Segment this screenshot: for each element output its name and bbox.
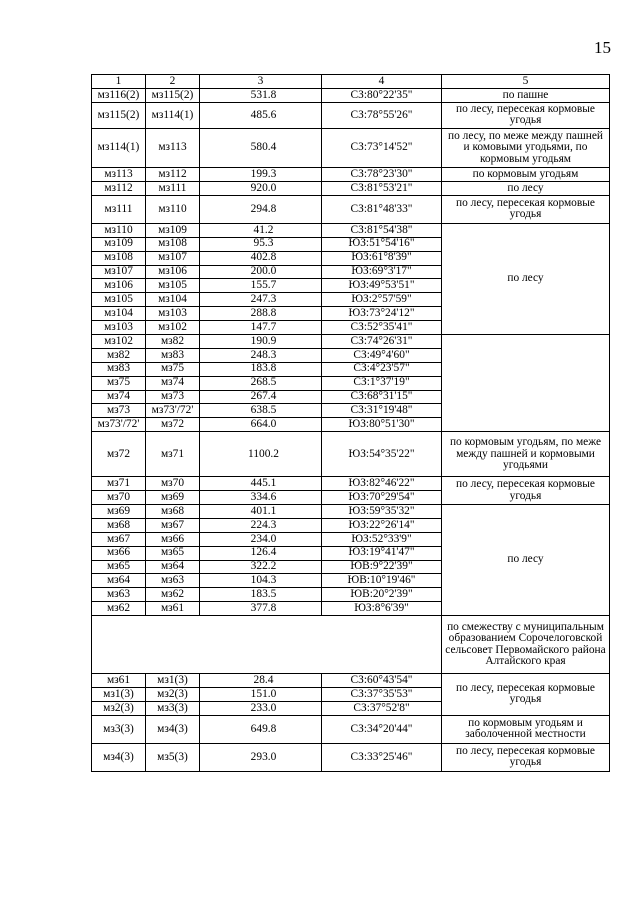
bearing-cell: ЮЗ:70°29'54" <box>322 491 442 505</box>
to-point-cell: мз106 <box>146 265 200 279</box>
bearing-cell: ЮВ:9°22'39" <box>322 560 442 574</box>
from-point-cell: мз116(2) <box>92 88 146 102</box>
bearing-cell: СЗ:68°31'15" <box>322 390 442 404</box>
to-point-cell: мз114(1) <box>146 102 200 128</box>
description-cell: по лесу, пересекая кормовые угодья <box>442 102 610 128</box>
to-point-cell: мз104 <box>146 293 200 307</box>
table-row <box>92 390 610 404</box>
length-cell: 126.4 <box>200 546 322 560</box>
length-cell: 334.6 <box>200 491 322 505</box>
length-cell: 401.1 <box>200 505 322 519</box>
from-point-cell: мз115(2) <box>92 102 146 128</box>
from-point-cell: мз82 <box>92 348 146 362</box>
description-cell: по смежеству с муниципальным образованием Сорочелоговской сельсовет Первомайского района Алтайского края <box>442 616 610 674</box>
header-row <box>92 75 610 89</box>
from-point-cell: мз68 <box>92 518 146 532</box>
boundary-table <box>91 74 610 772</box>
bearing-cell: СЗ:37°52'8" <box>322 701 442 715</box>
to-point-cell: мз71 <box>146 432 200 477</box>
empty-merged-cell <box>92 616 442 674</box>
length-cell: 664.0 <box>200 418 322 432</box>
bearing-cell: СЗ:33°25'46" <box>322 743 442 771</box>
to-point-cell: мз103 <box>146 307 200 321</box>
from-point-cell: мз104 <box>92 307 146 321</box>
from-point-cell: мз107 <box>92 265 146 279</box>
length-cell: 200.0 <box>200 265 322 279</box>
bearing-cell: ЮВ:10°19'46" <box>322 574 442 588</box>
description-cell: по лесу, пересекая кормовые угодья <box>442 674 610 716</box>
to-point-cell: мз4(3) <box>146 715 200 743</box>
description-cell: по лесу, пересекая кормовые угодья <box>442 477 610 505</box>
length-cell: 531.8 <box>200 88 322 102</box>
table-row <box>92 195 610 223</box>
bearing-cell: ЮЗ:8°6'39" <box>322 602 442 616</box>
to-point-cell: мз66 <box>146 532 200 546</box>
table-row <box>92 432 610 477</box>
table-row <box>92 88 610 102</box>
table-row <box>92 128 610 167</box>
bearing-cell: ЮЗ:69°3'17" <box>322 265 442 279</box>
length-cell: 28.4 <box>200 674 322 688</box>
table-row <box>92 715 610 743</box>
to-point-cell: мз61 <box>146 602 200 616</box>
to-point-cell: мз109 <box>146 223 200 237</box>
from-point-cell: мз106 <box>92 279 146 293</box>
from-point-cell: мз103 <box>92 321 146 335</box>
length-cell: 268.5 <box>200 376 322 390</box>
from-point-cell: мз111 <box>92 195 146 223</box>
length-cell: 95.3 <box>200 237 322 251</box>
table-row <box>92 743 610 771</box>
table-row <box>92 167 610 181</box>
from-point-cell: мз73 <box>92 404 146 418</box>
to-point-cell: мз63 <box>146 574 200 588</box>
table-row <box>92 348 610 362</box>
from-point-cell: мз65 <box>92 560 146 574</box>
length-cell: 155.7 <box>200 279 322 293</box>
description-cell: по лесу <box>442 505 610 616</box>
bearing-cell: СЗ:49°4'60" <box>322 348 442 362</box>
bearing-cell: ЮЗ:73°24'12" <box>322 307 442 321</box>
from-point-cell: мз63 <box>92 588 146 602</box>
bearing-cell: СЗ:60°43'54" <box>322 674 442 688</box>
bearing-cell: СЗ:80°22'35" <box>322 88 442 102</box>
bearing-cell: ЮЗ:54°35'22" <box>322 432 442 477</box>
from-point-cell: мз110 <box>92 223 146 237</box>
length-cell: 234.0 <box>200 532 322 546</box>
bearing-cell: ЮЗ:61°8'39" <box>322 251 442 265</box>
header-cell: 3 <box>200 75 322 89</box>
length-cell: 638.5 <box>200 404 322 418</box>
header-cell: 4 <box>322 75 442 89</box>
bearing-cell: СЗ:73°14'52" <box>322 128 442 167</box>
to-point-cell: мз72 <box>146 418 200 432</box>
bearing-cell: СЗ:78°23'30" <box>322 167 442 181</box>
table-row <box>92 505 610 519</box>
to-point-cell: мз3(3) <box>146 701 200 715</box>
description-cell: по лесу, пересекая кормовые угодья <box>442 743 610 771</box>
length-cell: 183.5 <box>200 588 322 602</box>
bearing-cell: ЮЗ:2°57'59" <box>322 293 442 307</box>
from-point-cell: мз75 <box>92 376 146 390</box>
page-number: 15 <box>594 38 611 57</box>
to-point-cell: мз111 <box>146 181 200 195</box>
bearing-cell: ЮЗ:22°26'14" <box>322 518 442 532</box>
length-cell: 580.4 <box>200 128 322 167</box>
bearing-cell: ЮЗ:52°33'9" <box>322 532 442 546</box>
from-point-cell: мз108 <box>92 251 146 265</box>
length-cell: 190.9 <box>200 335 322 349</box>
from-point-cell: мз71 <box>92 477 146 491</box>
bearing-cell: ЮВ:20°2'39" <box>322 588 442 602</box>
description-cell: по лесу, пересекая кормовые угодья <box>442 195 610 223</box>
description-cell: по кормовым угодьям <box>442 167 610 181</box>
from-point-cell: мз69 <box>92 505 146 519</box>
table-row <box>92 477 610 491</box>
header-cell: 1 <box>92 75 146 89</box>
length-cell: 649.8 <box>200 715 322 743</box>
bearing-cell: ЮЗ:19°41'47" <box>322 546 442 560</box>
to-point-cell: мз65 <box>146 546 200 560</box>
to-point-cell: мз5(3) <box>146 743 200 771</box>
to-point-cell: мз64 <box>146 560 200 574</box>
length-cell: 199.3 <box>200 167 322 181</box>
from-point-cell: мз64 <box>92 574 146 588</box>
length-cell: 402.8 <box>200 251 322 265</box>
from-point-cell: мз72 <box>92 432 146 477</box>
from-point-cell: мз62 <box>92 602 146 616</box>
to-point-cell: мз102 <box>146 321 200 335</box>
to-point-cell: мз113 <box>146 128 200 167</box>
to-point-cell: мз68 <box>146 505 200 519</box>
to-point-cell: мз112 <box>146 167 200 181</box>
from-point-cell: мз70 <box>92 491 146 505</box>
length-cell: 445.1 <box>200 477 322 491</box>
length-cell: 288.8 <box>200 307 322 321</box>
to-point-cell: мз107 <box>146 251 200 265</box>
table-row <box>92 181 610 195</box>
to-point-cell: мз74 <box>146 376 200 390</box>
table-row <box>92 362 610 376</box>
length-cell: 293.0 <box>200 743 322 771</box>
to-point-cell: мз108 <box>146 237 200 251</box>
length-cell: 377.8 <box>200 602 322 616</box>
from-point-cell: мз66 <box>92 546 146 560</box>
from-point-cell: мз67 <box>92 532 146 546</box>
bearing-cell: СЗ:37°35'53" <box>322 688 442 702</box>
bearing-cell: СЗ:4°23'57" <box>322 362 442 376</box>
length-cell: 183.8 <box>200 362 322 376</box>
length-cell: 247.3 <box>200 293 322 307</box>
table-row <box>92 418 610 432</box>
description-cell: по лесу, по меже между пашней и комовыми угодьями, по кормовым угодьям <box>442 128 610 167</box>
from-point-cell: мз2(3) <box>92 701 146 715</box>
from-point-cell: мз74 <box>92 390 146 404</box>
bearing-cell: СЗ:31°19'48" <box>322 404 442 418</box>
from-point-cell: мз113 <box>92 167 146 181</box>
bearing-cell: СЗ:34°20'44" <box>322 715 442 743</box>
bearing-cell: СЗ:78°55'26" <box>322 102 442 128</box>
table-row <box>92 616 610 674</box>
from-point-cell: мз73'/72' <box>92 418 146 432</box>
from-point-cell: мз83 <box>92 362 146 376</box>
length-cell: 151.0 <box>200 688 322 702</box>
length-cell: 920.0 <box>200 181 322 195</box>
to-point-cell: мз69 <box>146 491 200 505</box>
table-row <box>92 223 610 237</box>
bearing-cell: ЮЗ:59°35'32" <box>322 505 442 519</box>
table-body <box>92 88 610 771</box>
bearing-cell: ЮЗ:49°53'51" <box>322 279 442 293</box>
length-cell: 1100.2 <box>200 432 322 477</box>
from-point-cell: мз112 <box>92 181 146 195</box>
bearing-cell: СЗ:1°37'19" <box>322 376 442 390</box>
length-cell: 485.6 <box>200 102 322 128</box>
bearing-cell: ЮЗ:80°51'30" <box>322 418 442 432</box>
description-cell: по кормовым угодьям, по меже между пашней и кормовыми угодьями <box>442 432 610 477</box>
description-cell: по кормовым угодьям и заболоченной местности <box>442 715 610 743</box>
table-row <box>92 335 610 349</box>
to-point-cell: мз2(3) <box>146 688 200 702</box>
to-point-cell: мз70 <box>146 477 200 491</box>
from-point-cell: мз102 <box>92 335 146 349</box>
from-point-cell: мз61 <box>92 674 146 688</box>
to-point-cell: мз62 <box>146 588 200 602</box>
bearing-cell: ЮЗ:82°46'22" <box>322 477 442 491</box>
length-cell: 248.3 <box>200 348 322 362</box>
to-point-cell: мз82 <box>146 335 200 349</box>
length-cell: 41.2 <box>200 223 322 237</box>
from-point-cell: мз114(1) <box>92 128 146 167</box>
to-point-cell: мз115(2) <box>146 88 200 102</box>
length-cell: 322.2 <box>200 560 322 574</box>
length-cell: 104.3 <box>200 574 322 588</box>
table-row <box>92 376 610 390</box>
to-point-cell: мз73 <box>146 390 200 404</box>
length-cell: 294.8 <box>200 195 322 223</box>
header-cell: 5 <box>442 75 610 89</box>
from-point-cell: мз105 <box>92 293 146 307</box>
description-cell: по лесу <box>442 223 610 334</box>
bearing-cell: СЗ:81°54'38" <box>322 223 442 237</box>
bearing-cell: СЗ:81°53'21" <box>322 181 442 195</box>
table-row <box>92 674 610 688</box>
to-point-cell: мз105 <box>146 279 200 293</box>
header-cell: 2 <box>146 75 200 89</box>
table-row <box>92 404 610 418</box>
to-point-cell: мз1(3) <box>146 674 200 688</box>
to-point-cell: мз73'/72' <box>146 404 200 418</box>
length-cell: 147.7 <box>200 321 322 335</box>
bearing-cell: СЗ:81°48'33" <box>322 195 442 223</box>
bearing-cell: СЗ:52°35'41" <box>322 321 442 335</box>
to-point-cell: мз75 <box>146 362 200 376</box>
bearing-cell: СЗ:74°26'31" <box>322 335 442 349</box>
bearing-cell: ЮЗ:51°54'16" <box>322 237 442 251</box>
to-point-cell: мз67 <box>146 518 200 532</box>
from-point-cell: мз1(3) <box>92 688 146 702</box>
from-point-cell: мз109 <box>92 237 146 251</box>
length-cell: 233.0 <box>200 701 322 715</box>
description-cell: по пашне <box>442 88 610 102</box>
from-point-cell: мз3(3) <box>92 715 146 743</box>
description-cell: по лесу <box>442 181 610 195</box>
to-point-cell: мз110 <box>146 195 200 223</box>
length-cell: 267.4 <box>200 390 322 404</box>
from-point-cell: мз4(3) <box>92 743 146 771</box>
table-row <box>92 102 610 128</box>
to-point-cell: мз83 <box>146 348 200 362</box>
length-cell: 224.3 <box>200 518 322 532</box>
